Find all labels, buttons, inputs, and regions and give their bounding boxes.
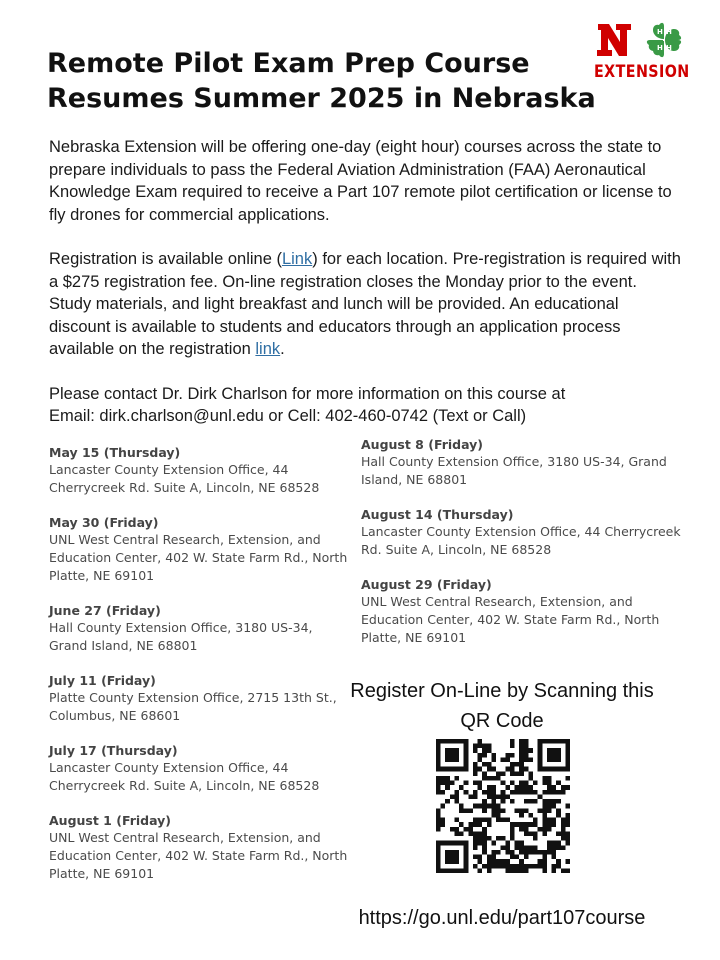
title-line-1: Remote Pilot Exam Prep Course [47,48,530,79]
registration-url[interactable]: https://go.unl.edu/part107course [358,907,646,929]
event-date: May 15 (Thursday) [49,445,181,460]
svg-text:H: H [657,28,663,36]
four-h-clover-icon [644,20,684,60]
contact-paragraph [49,383,681,428]
event-location: UNL West Central Research, Extension, and Education Center, 402 W. State Farm Rd., North Platte, NE 69101 [49,830,348,881]
qr-code-icon[interactable] [436,739,570,873]
event-location: Hall County Extension Office, 3180 US-34, Grand Island, NE 68801 [361,454,667,487]
event-location: Platte County Extension Office, 2715 13th St., Columbus, NE 68601 [49,690,337,723]
extension-logo [594,18,690,84]
event-location: Hall County Extension Office, 3180 US-34, Grand Island, NE 68801 [49,620,313,653]
extension-wordmark: EXTENSION [594,62,690,82]
event-item [49,444,349,497]
register-line-2: QR Code [460,710,544,732]
event-location: UNL West Central Research, Extension, and Education Center, 402 W. State Farm Rd., North Platte, NE 69101 [361,594,660,645]
event-date: August 8 (Friday) [361,437,483,452]
event-item [361,506,691,559]
contact-line-2: Email: dirk.charlson@unl.edu or Cell: 402-460-0742 (Text or Call) [49,407,527,425]
event-item [49,672,349,725]
event-location: Lancaster County Extension Office, 44 Cherrycreek Rd. Suite A, Lincoln, NE 68528 [361,524,681,557]
events-column-left [49,444,349,900]
event-item [49,514,349,585]
svg-text:H: H [666,44,672,52]
event-location: UNL West Central Research, Extension, and Education Center, 402 W. State Farm Rd., North Platte, NE 69101 [49,532,348,583]
contact-line-1: Please contact Dr. Dirk Charlson for more information on this course at [49,384,566,403]
intro-paragraph-1: Nebraska Extension will be offering one-day (eight hour) courses across the state to prepare individuals to pass the Federal Aviation Administration (FAA) Aeronautical Knowledge Exam required to receive a Part 107 remote pilot certification or license to fly drones for commercial applications. [49,138,672,224]
title-line-2: Resumes Summer 2025 in Nebraska [47,83,596,114]
event-date: August 14 (Thursday) [361,507,514,522]
intro-text [49,136,681,450]
event-item [49,812,349,883]
page-title [47,46,607,116]
event-date: June 27 (Friday) [49,603,161,618]
event-item [49,742,349,795]
p2-text-b: ) for each location. Pre-registration is required with a $275 registration fee. On-line registration closes the Monday prior to the event. Study materials, and light breakfast and lunch will be provided. An educational discount is available to students and educators through an application process available on the registration [49,250,681,358]
p2-text-end: . [280,340,285,358]
event-date: August 29 (Friday) [361,577,492,592]
event-item [49,602,349,655]
event-date: July 11 (Friday) [49,673,156,688]
event-date: May 30 (Friday) [49,515,159,530]
event-date: August 1 (Friday) [49,813,171,828]
event-location: Lancaster County Extension Office, 44 Cherrycreek Rd. Suite A, Lincoln, NE 68528 [49,462,320,495]
event-item [361,436,691,489]
register-heading [322,676,682,736]
p2-text-a: Registration is available online ( [49,250,282,268]
register-line-1: Register On-Line by Scanning this [350,680,654,702]
event-item [361,576,691,647]
events-column-right [361,436,691,664]
event-date: July 17 (Thursday) [49,743,178,758]
discount-link[interactable]: link [255,340,281,358]
svg-text:H: H [657,44,663,52]
intro-paragraph-2 [49,248,681,361]
registration-link[interactable]: Link [281,250,313,268]
svg-text:H: H [666,28,672,36]
event-location: Lancaster County Extension Office, 44 Cherrycreek Rd. Suite A, Lincoln, NE 68528 [49,760,320,793]
